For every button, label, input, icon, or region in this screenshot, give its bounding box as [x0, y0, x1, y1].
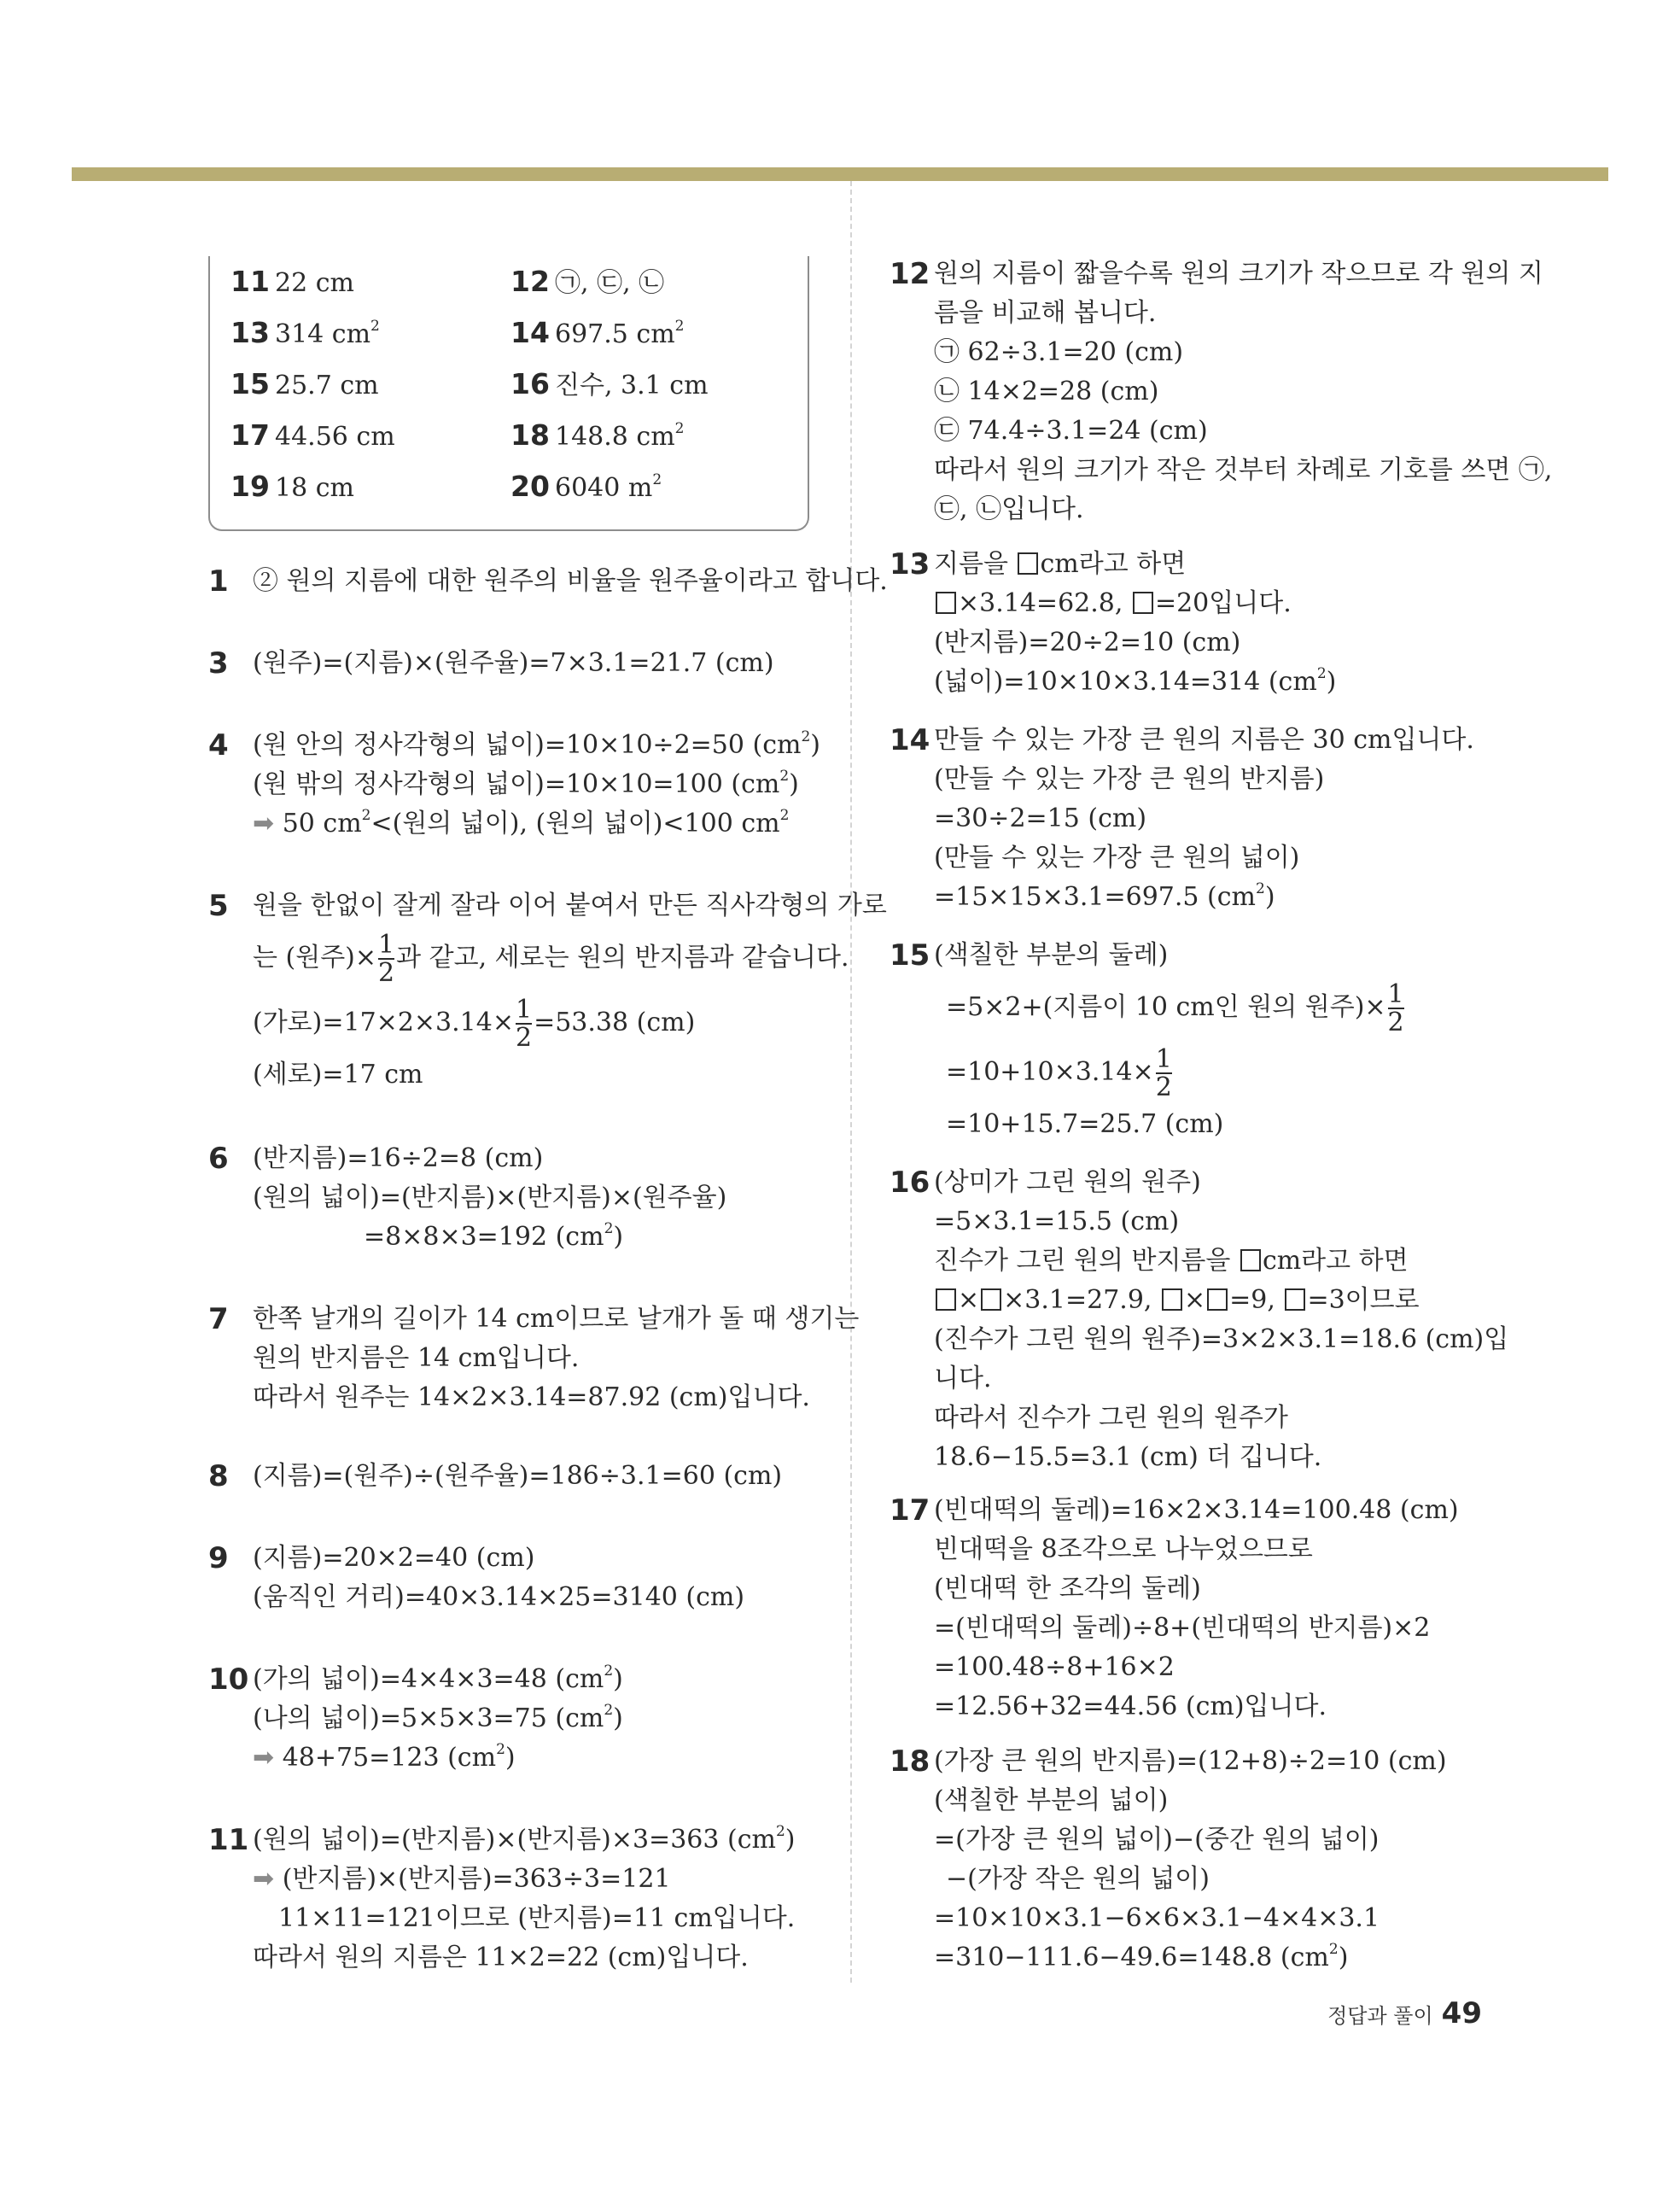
answer-16: 16 진수, 3.1 cm [510, 367, 709, 400]
answer-11: 11 22 cm [230, 265, 354, 298]
answer-13: 13 314 $cm^2$ [230, 316, 380, 349]
blank-box [936, 592, 956, 614]
answer-19: 19 18 cm [230, 470, 354, 503]
blank-box [1018, 552, 1038, 575]
blank-box [981, 1288, 1001, 1311]
header-rule [72, 167, 1608, 181]
fraction: $\frac{1}{2}$ [515, 994, 533, 1053]
answer-12: 12 ㉠, ㉢, ㉡ [510, 265, 665, 298]
answer-15: 15 25.7 cm [230, 367, 379, 400]
fraction: $\frac{1}{2}$ [1387, 979, 1404, 1037]
arrow-icon: ➡ [253, 1743, 275, 1773]
page-footer [1327, 1996, 1482, 2030]
fraction: $\frac{1}{2}$ [378, 929, 395, 988]
answer-18: 18 148.8 $cm^2$ [510, 418, 685, 452]
blank-box [1240, 1249, 1261, 1271]
blank-box [936, 1288, 956, 1311]
footer-label: 정답과 풀이 [1327, 2004, 1433, 2028]
answer-14: 14 697.5 $cm^2$ [510, 316, 685, 349]
blank-box [1285, 1288, 1305, 1311]
arrow-icon: ➡ [253, 809, 275, 838]
blank-box [1133, 592, 1153, 614]
fraction: $\frac{1}{2}$ [1155, 1043, 1172, 1102]
page-number: 49 [1441, 1996, 1482, 2030]
blank-box [1162, 1288, 1182, 1311]
arrow-icon: ➡ [253, 1864, 275, 1894]
answer-17: 17 44.56 cm [230, 418, 395, 452]
answer-20: 20 6040 $m^2$ [510, 470, 662, 503]
blank-box [1207, 1288, 1228, 1311]
